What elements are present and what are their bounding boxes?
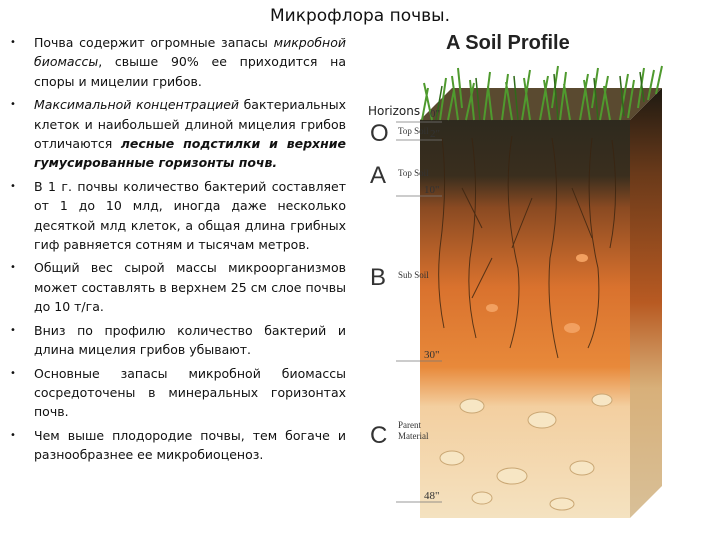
bullet-text: , свыше 90% ее приходится на споры и мицелии грибов.: [34, 54, 346, 89]
bullet-marker: •: [10, 180, 16, 192]
horizon-a-letter: A: [370, 162, 387, 189]
depth-label-0: 0": [430, 108, 440, 120]
layer-tag-c: Parent Material: [398, 420, 429, 441]
bullet-text: В 1 г. почвы количество бактерий составляет от 1 до 10 млд, иногда даже несколько десяткой млд клеток, а общая длина грибных гиф равняется сотням и тысячам метров.: [34, 178, 346, 253]
bullet-text: бактериальных клеток и наибольшей длиной мицелия грибов отличаются: [34, 97, 346, 152]
bullet-marker: •: [10, 99, 16, 111]
depth-label-10: 10": [424, 184, 440, 196]
bullet-marker: •: [10, 262, 16, 274]
horizon-o-letter: O: [370, 120, 389, 147]
bullet-text: Максимальной концентрацией: [34, 97, 240, 113]
bullet-marker: •: [10, 37, 16, 48]
bullet-item: [10, 364, 346, 422]
figure-title: A Soil Profile: [446, 32, 570, 54]
bullet-marker: •: [10, 367, 16, 379]
bullet-text: лесные подстилки и верхние гумусированные горизонты почв.: [34, 136, 346, 171]
horizon-c-letter: C: [370, 422, 388, 449]
depth-label-2: 2": [430, 128, 440, 140]
soil-side-face: [630, 88, 662, 518]
bullet-item: [10, 426, 346, 465]
bullet-text: Почва содержит огромные запасы: [34, 35, 274, 50]
bullet-text: микробной биомассы: [34, 35, 346, 70]
soil-profile-figure: [362, 28, 712, 528]
bullet-text: Чем выше плодородие почвы, тем богаче и разнообразнее ее микробиоценоз.: [34, 427, 346, 463]
bullet-item: [10, 321, 346, 360]
horizons-label: Horizons: [368, 104, 421, 118]
page-title: Микрофлора почвы.: [270, 6, 450, 26]
layer-tag-b: Sub Soil: [398, 270, 429, 280]
bullet-text: Общий вес сырой массы микроорганизмов может составлять в верхнем 25 см слое почвы до 10 т/га.: [34, 260, 346, 315]
bullet-marker: •: [10, 429, 16, 441]
bullet-item: [10, 177, 346, 255]
depth-label-48: 48": [424, 490, 440, 502]
bullet-marker: •: [10, 324, 16, 336]
depth-label-30: 30": [424, 349, 440, 361]
horizon-b-letter: B: [370, 264, 387, 291]
bullet-text: Вниз по профилю количество бактерий и длина мицелия грибов убывают.: [34, 322, 346, 358]
bullet-text: Основные запасы микробной биомассы сосредоточены в минеральных горизонтах почв.: [34, 365, 346, 420]
bullet-item: [10, 33, 346, 91]
layer-tag-o: Top Soil: [398, 126, 429, 136]
layer-tag-a: Top Soil: [398, 168, 429, 178]
bullet-item: [10, 95, 346, 173]
bullet-list: [10, 33, 346, 469]
bullet-item: [10, 258, 346, 316]
